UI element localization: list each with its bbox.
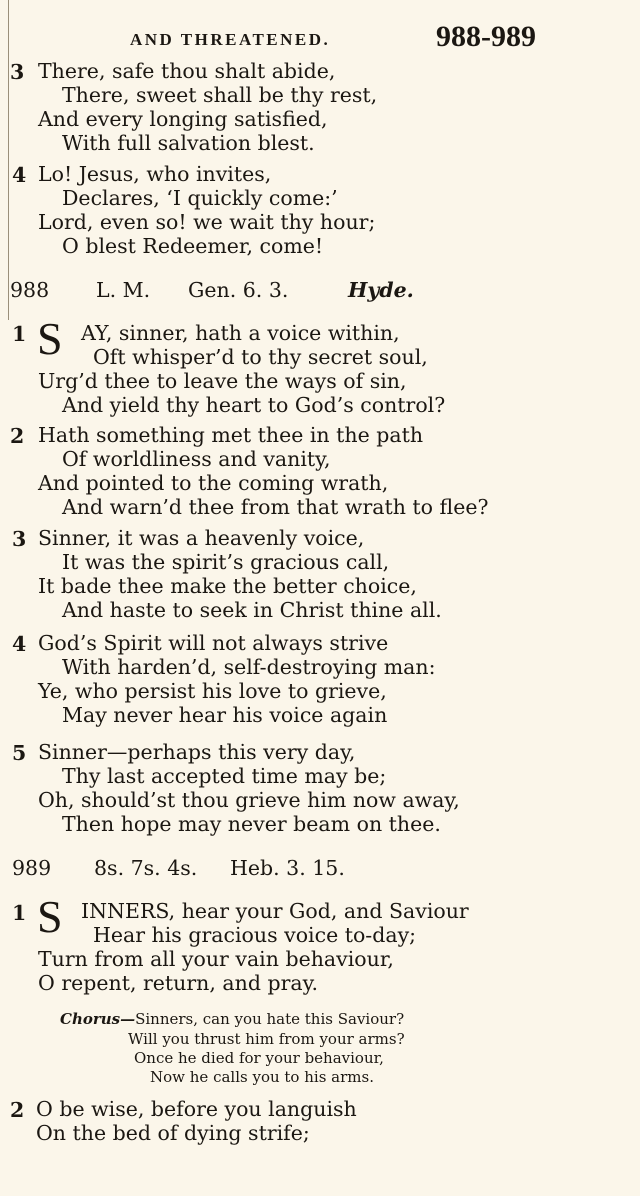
verse-line: God’s Spirit will not always strive xyxy=(38,631,389,655)
verse-line: And yield thy heart to God’s control? xyxy=(62,393,446,417)
running-title: AND THREATENED. xyxy=(130,30,331,49)
verse-line: There, sweet shall be thy rest, xyxy=(62,83,378,107)
hymn-number: 988 xyxy=(10,278,50,302)
verse-line: Declares, ‘I quickly come:’ xyxy=(62,186,338,210)
drop-cap: S xyxy=(37,891,63,942)
page-header xyxy=(0,20,640,56)
verse-number: 2 xyxy=(10,1098,25,1122)
hymn-scripture: Heb. 3. 15. xyxy=(230,856,345,880)
verse-line: Oh, should’st thou grieve him now away, xyxy=(38,788,460,812)
hymn-number: 989 xyxy=(12,856,52,880)
verse-line: On the bed of dying strife; xyxy=(36,1121,310,1145)
verse-number: 4 xyxy=(12,632,27,656)
verse-number: 2 xyxy=(10,424,25,448)
page-range: 988-989 xyxy=(436,20,536,53)
verse-line: And warn’d thee from that wrath to flee? xyxy=(62,495,489,519)
verse-line: O be wise, before you languish xyxy=(36,1097,357,1121)
verse-line: With full salvation blest. xyxy=(62,131,315,155)
hymn-scripture: Gen. 6. 3. xyxy=(188,278,289,302)
verse-line: It was the spirit’s gracious call, xyxy=(62,550,390,574)
verse-line: May never hear his voice again xyxy=(62,703,388,727)
chorus-text: Sinners, can you hate this Saviour? xyxy=(135,1010,405,1028)
chorus-label: Chorus— xyxy=(60,1010,136,1028)
verse-line: Ye, who persist his love to grieve, xyxy=(38,679,387,703)
verse-line: Thy last accepted time may be; xyxy=(62,764,387,788)
verse-line: INNERS, hear your God, and Saviour xyxy=(81,899,469,923)
verse-number: 3 xyxy=(10,60,25,84)
chorus-line: Now he calls you to his arms. xyxy=(150,1068,374,1086)
hymn-tune: Hyde. xyxy=(348,278,414,302)
verse-line: Sinner, it was a heavenly voice, xyxy=(38,526,365,550)
verse-line: And haste to seek in Christ thine all. xyxy=(62,598,442,622)
verse-line: Urg’d thee to leave the ways of sin, xyxy=(38,369,407,393)
hymn-meter: L. M. xyxy=(96,278,151,302)
verse-line: It bade thee make the better choice, xyxy=(38,574,417,598)
verse-line: With harden’d, self-destroying man: xyxy=(62,655,436,679)
verse-line: Lord, even so! we wait thy hour; xyxy=(38,210,376,234)
chorus-line xyxy=(60,1009,404,1029)
chorus-line: Will you thrust him from your arms? xyxy=(128,1030,405,1048)
verse-line: Of worldliness and vanity, xyxy=(62,447,331,471)
verse-line: O repent, return, and pray. xyxy=(38,971,318,995)
verse-line: And every longing satisfied, xyxy=(38,107,328,131)
verse-line: Hear his gracious voice to-day; xyxy=(93,923,417,947)
verse-line: There, safe thou shalt abide, xyxy=(38,59,336,83)
verse-line: Lo! Jesus, who invites, xyxy=(38,162,272,186)
verse-number: 1 xyxy=(12,901,27,925)
verse-line: Sinner—perhaps this very day, xyxy=(38,740,356,764)
chorus-line: Once he died for your behaviour, xyxy=(134,1049,384,1067)
verse-line: Then hope may never beam on thee. xyxy=(62,812,441,836)
verse-number: 1 xyxy=(12,322,27,346)
verse-line: O blest Redeemer, come! xyxy=(62,234,324,258)
verse-number: 4 xyxy=(12,163,27,187)
verse-line: Hath something met thee in the path xyxy=(38,423,424,447)
verse-line: Oft whisper’d to thy secret soul, xyxy=(93,345,428,369)
hymn-meter: 8s. 7s. 4s. xyxy=(94,856,198,880)
verse-number: 3 xyxy=(12,527,27,551)
verse-line: Turn from all your vain behaviour, xyxy=(38,947,394,971)
verse-number: 5 xyxy=(12,741,27,765)
verse-line: AY, sinner, hath a voice within, xyxy=(81,321,400,345)
verse-line: And pointed to the coming wrath, xyxy=(38,471,389,495)
drop-cap: S xyxy=(37,313,63,364)
